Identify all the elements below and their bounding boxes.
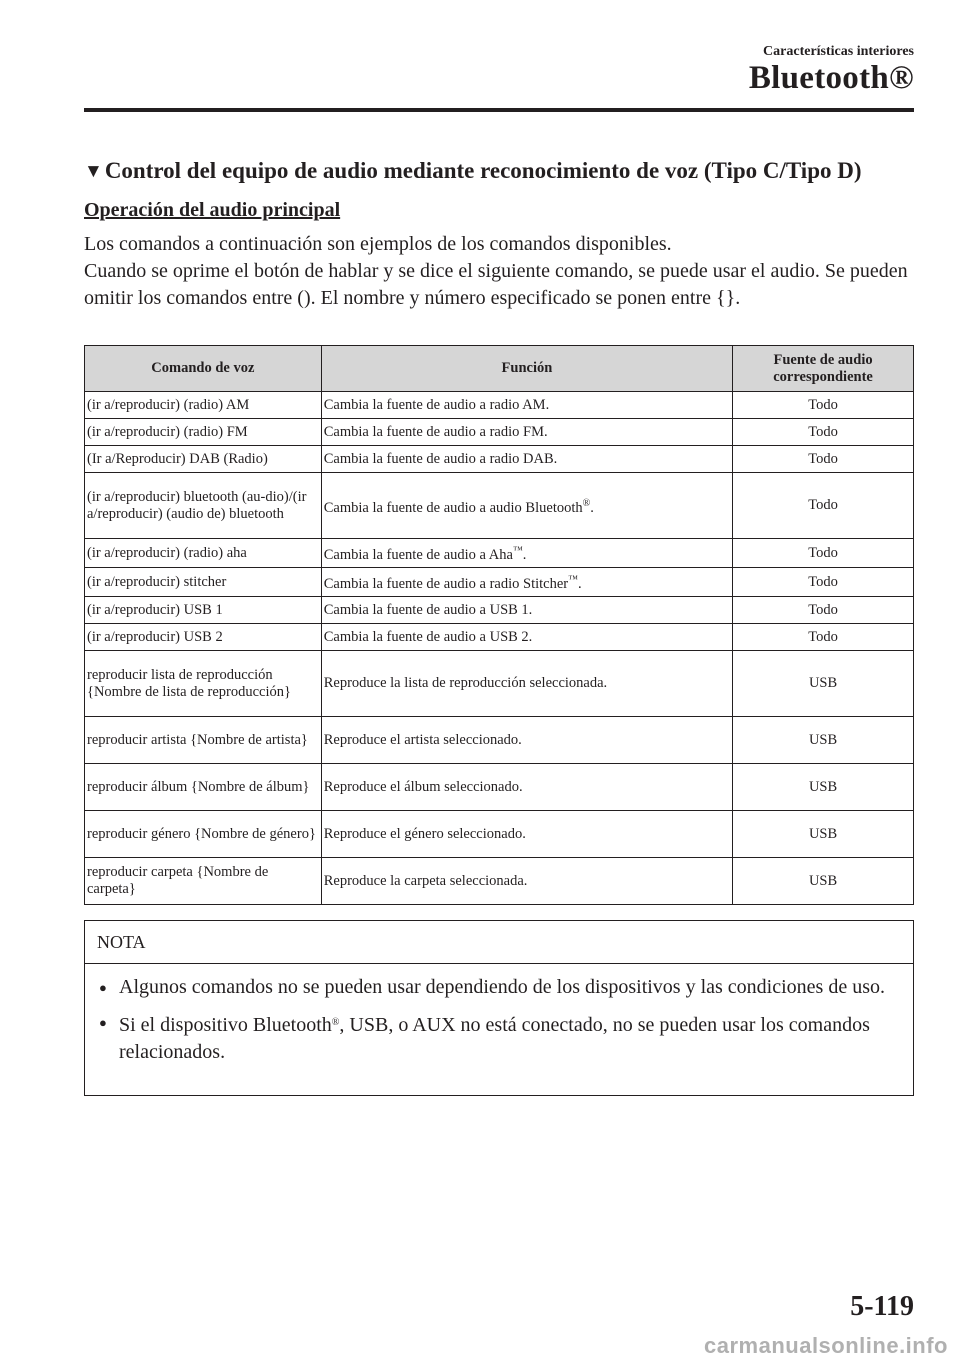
- command-cell: reproducir artista {Nombre de artista}: [85, 717, 322, 764]
- intro-paragraph: Cuando se oprime el botón de hablar y se dice el siguiente comando, se puede usar el audio. Se pueden omitir los comandos entre (). El nombre y número especificado se ponen entre {}.: [84, 260, 908, 309]
- function-end: .: [577, 576, 582, 592]
- header-title: Bluetooth®: [748, 60, 914, 96]
- function-text: Cambia la fuente de audio a Aha: [323, 547, 513, 563]
- header-divider: [84, 108, 914, 112]
- intro-paragraph: Los comandos a continuación son ejemplos de los comandos disponibles.: [84, 233, 672, 255]
- note-item: [99, 974, 893, 1001]
- function-cell: Cambia la fuente de audio a USB 1.: [321, 597, 732, 624]
- note-box: [84, 920, 914, 1096]
- table-row: [85, 446, 914, 473]
- function-cell: Reproduce la lista de reproducción seleccionada.: [321, 651, 732, 717]
- table-row: [85, 624, 914, 651]
- function-cell: Reproduce el artista seleccionado.: [321, 717, 732, 764]
- triangle-marker-icon: ▼: [84, 161, 103, 182]
- note-text: Algunos comandos no se pueden usar dependiendo de los dispositivos y las condiciones de uso.: [119, 976, 885, 998]
- note-text-end: , USB, o AUX no está conectado, no se pueden usar los comandos relacionados.: [119, 1014, 870, 1063]
- command-cell: (ir a/reproducir) bluetooth (au-dio)/(ir a/reproducir) (audio de) bluetooth: [85, 473, 322, 539]
- table-row: [85, 473, 914, 539]
- table-row: [85, 539, 914, 568]
- column-header-source: Fuente de audio correspondiente: [733, 346, 914, 392]
- bullet-icon: ●: [99, 1015, 107, 1030]
- subheading: Operación del audio principal: [84, 199, 341, 221]
- command-cell: reproducir género {Nombre de género}: [85, 811, 322, 858]
- table-row: [85, 419, 914, 446]
- voice-command-table: [84, 345, 914, 905]
- source-cell: Todo: [733, 597, 914, 624]
- source-cell: Todo: [733, 624, 914, 651]
- function-cell: Cambia la fuente de audio a radio FM.: [321, 419, 732, 446]
- source-cell: USB: [733, 811, 914, 858]
- command-cell: (ir a/reproducir) (radio) AM: [85, 392, 322, 419]
- column-header-command: Comando de voz: [85, 346, 322, 392]
- command-cell: reproducir carpeta {Nombre de carpeta}: [85, 858, 322, 905]
- bullet-icon: ●: [99, 980, 107, 995]
- source-cell: USB: [733, 764, 914, 811]
- table-row: [85, 764, 914, 811]
- source-cell: Todo: [733, 419, 914, 446]
- function-cell: Reproduce la carpeta seleccionada.: [321, 858, 732, 905]
- note-text: Si el dispositivo Bluetooth: [119, 1014, 332, 1036]
- source-cell: USB: [733, 858, 914, 905]
- table-row: [85, 811, 914, 858]
- registered-mark: ®: [582, 497, 591, 509]
- function-cell: Reproduce el álbum seleccionado.: [321, 764, 732, 811]
- source-cell: Todo: [733, 568, 914, 597]
- function-cell: [321, 473, 732, 539]
- command-cell: reproducir lista de reproducción {Nombre de lista de reproducción}: [85, 651, 322, 717]
- table-header-row: [85, 346, 914, 392]
- column-header-function: Función: [321, 346, 732, 392]
- trademark-mark: ™: [512, 545, 523, 556]
- trademark-mark: ™: [568, 574, 578, 585]
- function-cell: Cambia la fuente de audio a radio DAB.: [321, 446, 732, 473]
- watermark: carmanualsonline.info: [704, 1333, 948, 1358]
- table-row: [85, 858, 914, 905]
- command-cell: (ir a/reproducir) stitcher: [85, 568, 322, 597]
- command-cell: (ir a/reproducir) USB 1: [85, 597, 322, 624]
- function-text: Cambia la fuente de audio a audio Bluetooth: [323, 499, 583, 516]
- section-heading-text: Control del equipo de audio mediante reconocimiento de voz (Tipo C/Tipo D): [104, 158, 862, 183]
- source-cell: Todo: [733, 539, 914, 568]
- note-list: [85, 964, 913, 1066]
- note-title: NOTA: [85, 921, 913, 964]
- function-cell: Cambia la fuente de audio a radio AM.: [321, 392, 732, 419]
- header-section-label: Características interiores: [763, 44, 914, 59]
- table-row: [85, 568, 914, 597]
- source-cell: Todo: [733, 473, 914, 539]
- source-cell: USB: [733, 717, 914, 764]
- source-cell: Todo: [733, 446, 914, 473]
- function-cell: Reproduce el género seleccionado.: [321, 811, 732, 858]
- table-row: [85, 651, 914, 717]
- function-cell: Cambia la fuente de audio a USB 2.: [321, 624, 732, 651]
- source-cell: Todo: [733, 392, 914, 419]
- function-cell: [321, 539, 732, 568]
- function-cell: [321, 568, 732, 597]
- page-number: 5-119: [850, 1291, 914, 1322]
- table-row: [85, 597, 914, 624]
- function-end: .: [522, 547, 527, 563]
- source-cell: USB: [733, 651, 914, 717]
- table-row: [85, 717, 914, 764]
- command-cell: (ir a/reproducir) USB 2: [85, 624, 322, 651]
- command-cell: (ir a/reproducir) (radio) FM: [85, 419, 322, 446]
- intro-text: [84, 231, 914, 312]
- command-cell: reproducir álbum {Nombre de álbum}: [85, 764, 322, 811]
- table-row: [85, 392, 914, 419]
- note-item: [99, 1009, 893, 1066]
- registered-mark: ®: [331, 1017, 340, 1028]
- command-cell: (Ir a/Reproducir) DAB (Radio): [85, 446, 322, 473]
- section-heading: [84, 158, 862, 184]
- function-text: Cambia la fuente de audio a radio Stitcher: [323, 576, 569, 592]
- command-cell: (ir a/reproducir) (radio) aha: [85, 539, 322, 568]
- function-end: .: [590, 499, 594, 516]
